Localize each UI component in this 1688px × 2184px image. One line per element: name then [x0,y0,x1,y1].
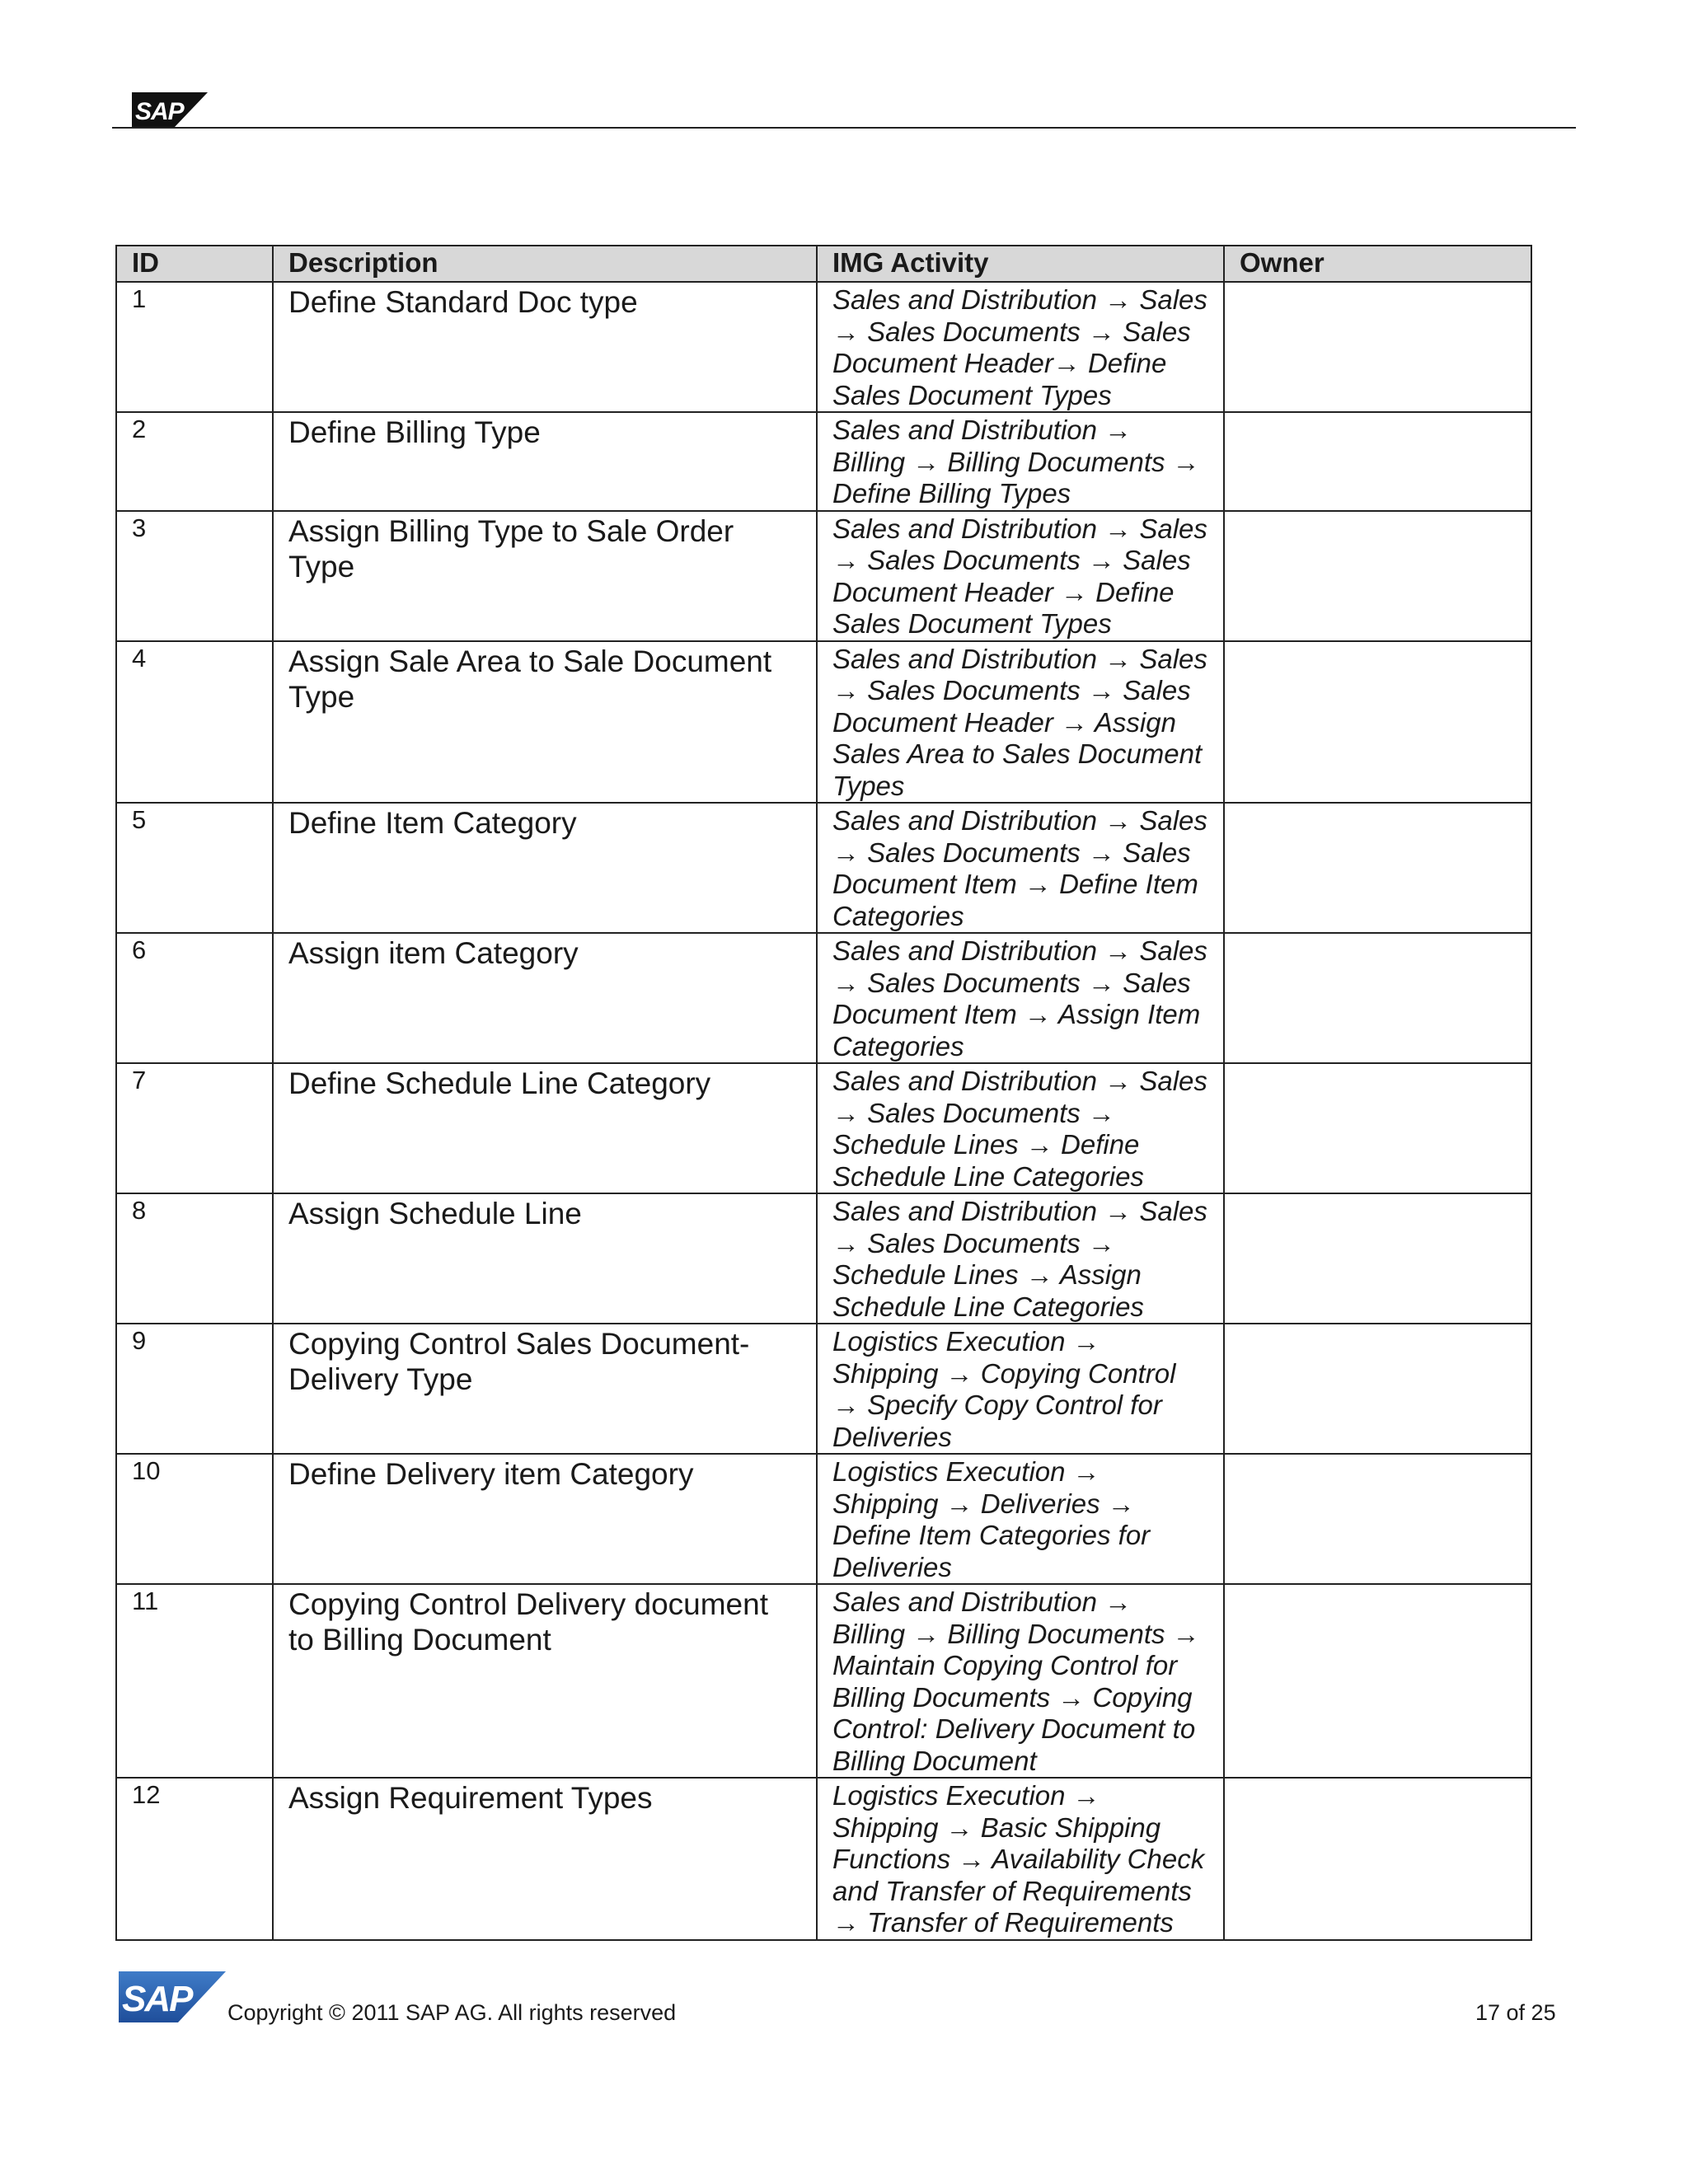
row-description: Define Standard Doc type [273,282,817,412]
table-row [116,803,1531,933]
row-owner [1224,282,1531,412]
row-id: 12 [116,1778,273,1940]
row-description: Assign Schedule Line [273,1193,817,1324]
row-description: Assign Billing Type to Sale Order Type [273,511,817,641]
header-id: ID [116,246,273,282]
row-id: 10 [116,1454,273,1584]
row-id: 3 [116,511,273,641]
img-activity-table [115,245,1532,1941]
row-description: Assign item Category [273,933,817,1063]
table-row [116,1584,1531,1778]
row-description: Define Item Category [273,803,817,933]
table-row [116,1324,1531,1454]
row-img-activity: Sales and Distribution → Sales → Sales Documents → Sales Document Item → Define Item Categories [817,803,1224,933]
row-img-activity: Logistics Execution → Shipping → Deliveries → Define Item Categories for Deliveries [817,1454,1224,1584]
table-row [116,282,1531,412]
header-description: Description [273,246,817,282]
row-owner [1224,1063,1531,1193]
table-row [116,1778,1531,1940]
row-owner [1224,1324,1531,1454]
header-img-activity: IMG Activity [817,246,1224,282]
row-id: 8 [116,1193,273,1324]
header-rule [112,127,1576,129]
row-id: 9 [116,1324,273,1454]
row-owner [1224,641,1531,804]
row-img-activity: Sales and Distribution → Sales → Sales Documents → Schedule Lines → Assign Schedule Line Categories [817,1193,1224,1324]
row-owner [1224,1778,1531,1940]
row-description: Copying Control Sales Document-Delivery Type [273,1324,817,1454]
row-id: 5 [116,803,273,933]
row-description: Define Billing Type [273,412,817,511]
svg-text:SAP: SAP [122,1979,192,2019]
row-id: 6 [116,933,273,1063]
footer-copyright: Copyright © 2011 SAP AG. All rights reserved [227,2000,677,2025]
row-description: Assign Sale Area to Sale Document Type [273,641,817,804]
row-owner [1224,412,1531,511]
row-id: 1 [116,282,273,412]
row-img-activity: Sales and Distribution → Sales → Sales Documents → Sales Document Item → Assign Item Categories [817,933,1224,1063]
sap-logo-footer [119,1971,226,2022]
row-description: Define Schedule Line Category [273,1063,817,1193]
row-owner [1224,1584,1531,1778]
row-img-activity: Sales and Distribution → Billing → Billing Documents → Define Billing Types [817,412,1224,511]
table-row [116,933,1531,1063]
sap-logo [132,92,208,127]
row-img-activity: Sales and Distribution → Billing → Billing Documents → Maintain Copying Control for Billing Documents → Copying Control: Delivery Document to Billing Document [817,1584,1224,1778]
row-description: Copying Control Delivery document to Billing Document [273,1584,817,1778]
header-owner: Owner [1224,246,1531,282]
row-img-activity: Logistics Execution → Shipping → Copying Control → Specify Copy Control for Deliveries [817,1324,1224,1454]
table-row [116,511,1531,641]
table-row [116,1193,1531,1324]
table-row [116,412,1531,511]
table-row [116,1454,1531,1584]
row-img-activity: Logistics Execution → Shipping → Basic Shipping Functions → Availability Check and Transfer of Requirements → Transfer of Requirements [817,1778,1224,1940]
row-owner [1224,933,1531,1063]
row-img-activity: Sales and Distribution → Sales → Sales Documents → Sales Document Header → Define Sales Document Types [817,511,1224,641]
page-number: 17 of 25 [1475,2000,1556,2025]
row-owner [1224,803,1531,933]
svg-text:SAP: SAP [135,98,184,125]
row-description: Define Delivery item Category [273,1454,817,1584]
row-owner [1224,511,1531,641]
row-img-activity: Sales and Distribution → Sales → Sales Documents → Schedule Lines → Define Schedule Line Categories [817,1063,1224,1193]
row-description: Assign Requirement Types [273,1778,817,1940]
table-header-row [116,246,1531,282]
row-img-activity: Sales and Distribution → Sales → Sales Documents → Sales Document Header → Assign Sales Area to Sales Document Types [817,641,1224,804]
row-id: 4 [116,641,273,804]
table-row [116,1063,1531,1193]
row-img-activity: Sales and Distribution → Sales → Sales Documents → Sales Document Header→ Define Sales Document Types [817,282,1224,412]
row-id: 11 [116,1584,273,1778]
row-id: 2 [116,412,273,511]
table-row [116,641,1531,804]
row-owner [1224,1193,1531,1324]
row-id: 7 [116,1063,273,1193]
row-owner [1224,1454,1531,1584]
